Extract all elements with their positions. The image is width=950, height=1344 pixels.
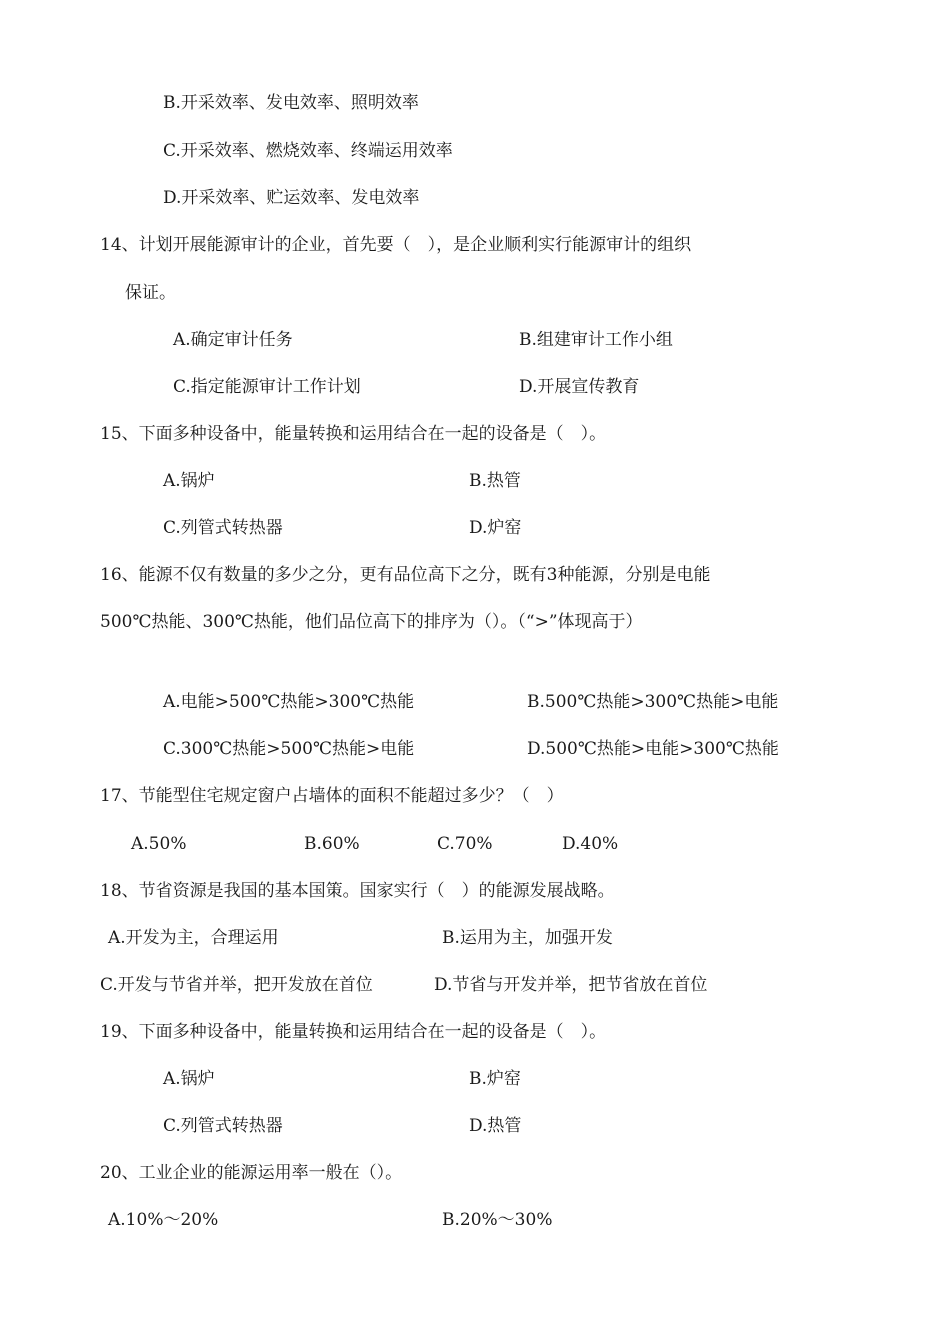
q19-option-d: D.热管 <box>469 1116 522 1136</box>
q19-option-b: B.炉窑 <box>469 1069 521 1089</box>
q20-option-b: B.20%～30% <box>442 1210 553 1230</box>
q18-stem: 18、节省资源是我国的基本国策。国家实行（ ）的能源发展战略。 <box>100 881 615 901</box>
q18-option-a: A.开发为主，合理运用 <box>108 928 279 948</box>
q19-option-c: C.列管式转热器 <box>163 1116 283 1136</box>
q16-option-b: B.500℃热能>300℃热能>电能 <box>527 692 779 712</box>
q20-stem: 20、工业企业的能源运用率一般在（）。 <box>100 1163 403 1183</box>
q18-option-b: B.运用为主，加强开发 <box>442 928 613 948</box>
q18-option-d: D.节省与开发并举，把节省放在首位 <box>434 975 708 995</box>
q15-option-b: B.热管 <box>469 471 521 491</box>
q14-option-d: D.开展宣传教育 <box>519 377 640 397</box>
q17-option-c: C.70% <box>437 834 493 854</box>
q13-option-d: D.开采效率、贮运效率、发电效率 <box>163 188 420 208</box>
q19-stem: 19、下面多种设备中，能量转换和运用结合在一起的设备是（ ）。 <box>100 1022 607 1042</box>
q17-option-a: A.50% <box>131 834 187 854</box>
q19-option-a: A.锅炉 <box>163 1069 215 1089</box>
q16-option-a: A.电能>500℃热能>300℃热能 <box>163 692 415 712</box>
q20-option-a: A.10%～20% <box>108 1210 219 1230</box>
q15-option-d: D.炉窑 <box>469 518 522 538</box>
q15-option-c: C.列管式转热器 <box>163 518 283 538</box>
q14-stem-continued: 保证。 <box>125 283 176 303</box>
q15-option-a: A.锅炉 <box>163 471 215 491</box>
q13-option-c: C.开采效率、燃烧效率、终端运用效率 <box>163 141 453 161</box>
q16-stem-continued: 500℃热能、300℃热能，他们品位高下的排序为（）。（“>”体现高于） <box>100 612 643 632</box>
q14-option-b: B.组建审计工作小组 <box>519 330 673 350</box>
q17-option-d: D.40% <box>562 834 619 854</box>
q14-stem: 14、计划开展能源审计的企业，首先要（ ），是企业顺利实行能源审计的组织 <box>100 235 692 255</box>
q15-stem: 15、下面多种设备中，能量转换和运用结合在一起的设备是（ ）。 <box>100 424 607 444</box>
q16-stem: 16、能源不仅有数量的多少之分，更有品位高下之分，既有3种能源，分别是电能 <box>100 565 711 585</box>
q14-option-c: C.指定能源审计工作计划 <box>173 377 361 397</box>
q18-option-c: C.开发与节省并举，把开发放在首位 <box>100 975 373 995</box>
q13-option-b: B.开采效率、发电效率、照明效率 <box>163 93 419 113</box>
q17-option-b: B.60% <box>304 834 360 854</box>
q16-option-c: C.300℃热能>500℃热能>电能 <box>163 739 415 759</box>
q16-option-d: D.500℃热能>电能>300℃热能 <box>527 739 779 759</box>
q14-option-a: A.确定审计任务 <box>173 330 293 350</box>
q17-stem: 17、节能型住宅规定窗户占墙体的面积不能超过多少？（ ） <box>100 786 564 806</box>
